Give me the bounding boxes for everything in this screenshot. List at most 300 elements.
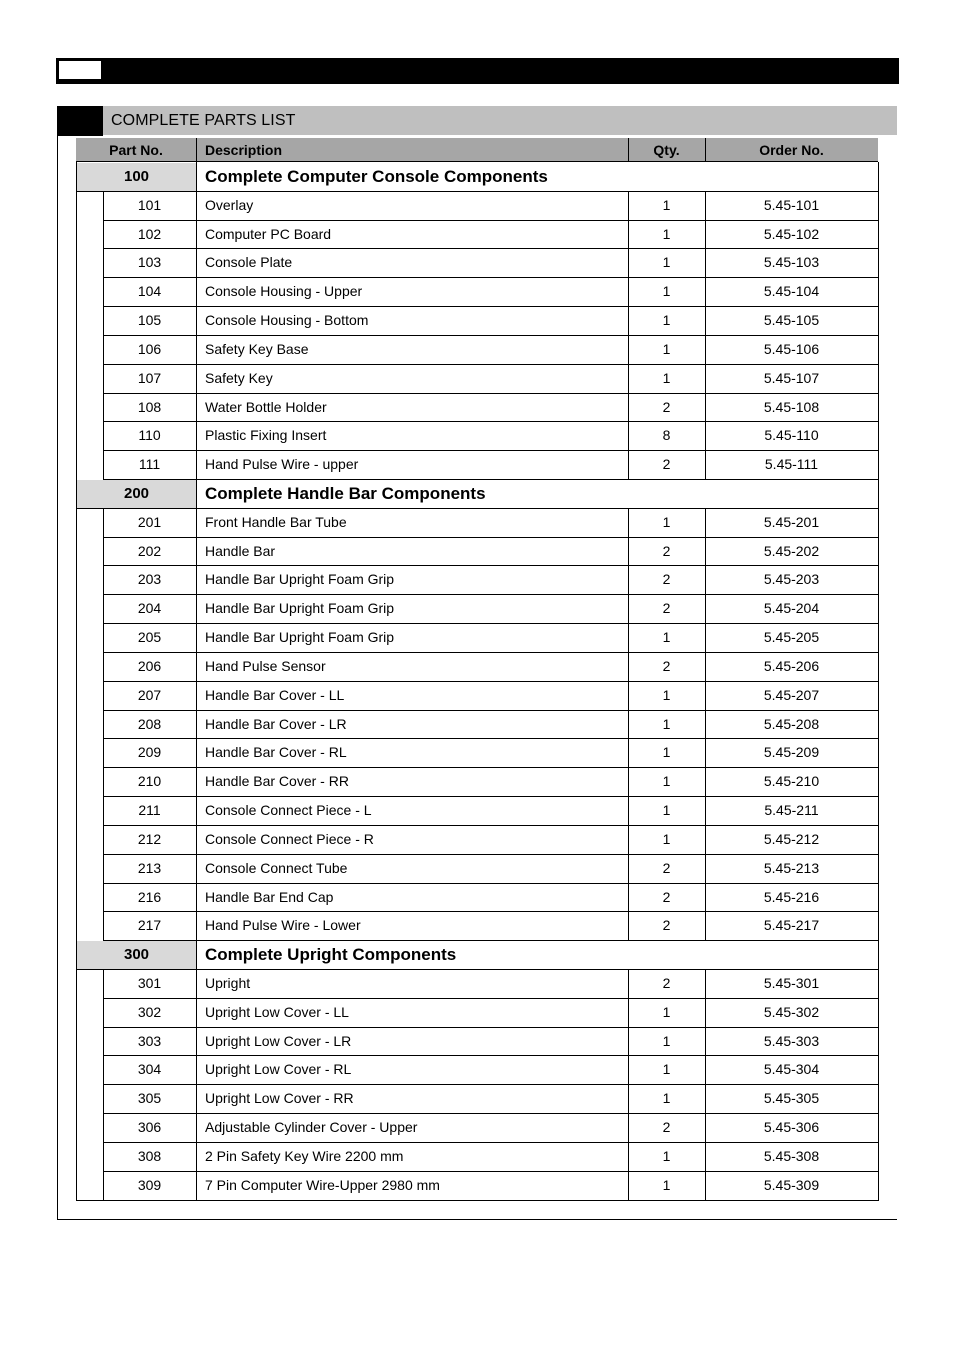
table-row [0,623,954,652]
table-row [0,364,954,393]
group-header-row [0,940,954,969]
part-description: Upright [205,974,251,991]
table-row [0,883,954,912]
header-divider [705,138,706,162]
table-rule [628,220,629,250]
table-rule [196,393,197,423]
table-rule [705,681,706,711]
table-row [0,220,954,249]
part-number: 105 [137,312,162,329]
part-number: 207 [137,686,162,703]
part-number: 110 [138,427,161,444]
table-rule [878,306,879,336]
table-row [0,652,954,681]
table-rule [196,364,197,394]
part-qty: 2 [662,974,671,991]
table-rule [705,623,706,653]
table-rule [628,277,629,307]
table-rule [76,825,77,855]
part-description: Safety Key Base [205,340,309,357]
order-number: 5.45-106 [763,340,820,357]
part-number: 304 [137,1061,162,1078]
table-row [0,191,954,220]
part-qty: 1 [662,629,671,646]
table-rule [628,191,629,221]
table-rule [103,767,104,797]
table-rule [878,393,879,423]
table-rule [103,998,104,1028]
order-number: 5.45-209 [763,744,820,761]
part-description: Hand Pulse Sensor [205,657,326,674]
order-number: 5.45-210 [763,773,820,790]
table-rule [878,767,879,797]
table-rule [878,364,879,394]
table-rule [878,565,879,595]
table-rule [878,969,879,999]
table-rule [103,883,104,913]
table-row [0,681,954,710]
table-rule [76,1142,77,1172]
group-number: 300 [77,941,196,969]
part-number: 206 [137,657,162,674]
table-rule [878,883,879,913]
table-row [0,796,954,825]
table-rule [705,1113,706,1143]
part-description: Upright Low Cover - LL [205,1003,349,1020]
table-rule [878,796,879,826]
table-rule [76,854,77,884]
table-rule [878,623,879,653]
table-row [0,969,954,998]
part-description: Console Housing - Upper [205,283,363,300]
table-rule [705,969,706,999]
part-qty: 1 [662,1090,671,1107]
table-rule [196,940,197,970]
table-rule [628,594,629,624]
column-header-qty: Qty. [628,138,705,162]
part-qty: 1 [662,340,671,357]
table-rule [628,825,629,855]
order-number: 5.45-302 [763,1003,820,1020]
table-rule [103,911,104,941]
part-qty: 2 [662,657,671,674]
table-rule [705,1027,706,1057]
table-rule [103,681,104,711]
order-number: 5.45-306 [763,1119,820,1136]
table-row [0,277,954,306]
order-number: 5.45-217 [763,917,820,934]
part-qty: 2 [662,571,671,588]
part-qty: 1 [662,312,671,329]
part-number: 201 [137,513,162,530]
table-rule [196,1142,197,1172]
group-number: 200 [77,480,196,508]
table-row [0,854,954,883]
part-qty: 2 [662,600,671,617]
part-description: Console Plate [205,254,293,271]
order-number: 5.45-206 [763,657,820,674]
table-rule [628,854,629,884]
table-rule [76,767,77,797]
table-rule [76,191,77,221]
table-rule [878,1113,879,1143]
table-rule [76,537,77,567]
table-rule [628,652,629,682]
table-rule [878,248,879,278]
table-rule [878,450,879,480]
table-rule [878,940,879,970]
table-rule [76,306,77,336]
header-bar [56,58,899,84]
table-rule [76,940,77,970]
table-rule [103,306,104,336]
table-rule [878,191,879,221]
table-row [0,537,954,566]
table-rule [103,565,104,595]
table-rule [103,248,104,278]
part-qty: 1 [662,283,671,300]
part-number: 204 [137,600,162,617]
part-number: 205 [137,629,162,646]
order-number: 5.45-303 [763,1032,820,1049]
part-description: Handle Bar [205,542,276,559]
part-number: 209 [137,744,162,761]
group-header-row [0,162,954,191]
table-rule [878,1084,879,1114]
part-description: Water Bottle Holder [205,398,327,415]
table-rule [705,277,706,307]
table-row [0,1084,954,1113]
table-rule [103,508,104,538]
order-number: 5.45-108 [763,398,820,415]
table-rule [628,1055,629,1085]
table-rule [76,1113,77,1143]
part-qty: 2 [662,1119,671,1136]
table-rule [878,508,879,538]
group-number: 100 [77,163,196,191]
table-rule [628,306,629,336]
part-description: Front Handle Bar Tube [205,513,347,530]
group-title: Complete Handle Bar Components [205,484,486,504]
table-rule [103,277,104,307]
table-rule [628,1142,629,1172]
table-rule [196,191,197,221]
order-number: 5.45-216 [763,888,820,905]
table-rule [705,854,706,884]
table-rule [705,652,706,682]
part-description: Upright Low Cover - RL [205,1061,352,1078]
table-rule [705,825,706,855]
table-rule [103,796,104,826]
order-number: 5.45-107 [763,369,820,386]
part-description: Handle Bar End Cap [205,888,334,905]
group-title: Complete Computer Console Components [205,167,548,186]
table-rule [628,998,629,1028]
order-number: 5.45-105 [763,312,820,329]
table-rule [628,738,629,768]
part-qty: 1 [662,830,671,847]
table-rule [628,1171,629,1201]
table-rule [76,652,77,682]
order-number: 5.45-309 [763,1176,820,1193]
order-number: 5.45-208 [763,715,820,732]
part-qty: 1 [662,1032,671,1049]
table-rule [878,911,879,941]
part-qty: 1 [662,686,671,703]
order-number: 5.45-301 [763,974,820,991]
table-rule [103,738,104,768]
order-number: 5.45-202 [763,542,820,559]
column-header-part-no: Part No. [76,138,196,162]
part-description: Safety Key [205,369,273,386]
table-rule [103,969,104,999]
part-description: Handle Bar Cover - RL [205,744,347,761]
table-rule [878,825,879,855]
order-number: 5.45-110 [764,427,819,444]
table-rule [705,1084,706,1114]
table-rule [628,710,629,740]
table-row [0,825,954,854]
part-description: 7 Pin Computer Wire-Upper 2980 mm [205,1176,440,1193]
part-number: 306 [137,1119,162,1136]
table-rule [76,248,77,278]
table-rule [196,335,197,365]
part-qty: 1 [662,225,671,242]
part-description: Computer PC Board [205,225,332,242]
table-row [0,508,954,537]
part-qty: 1 [662,196,671,213]
table-rule [76,220,77,250]
part-number: 202 [137,542,162,559]
table-rule [705,421,706,451]
table-rule [878,220,879,250]
table-rule [196,796,197,826]
group-title: Complete Upright Components [205,945,457,965]
table-rule [103,335,104,365]
part-number: 101 [137,196,162,213]
table-rule [103,1171,104,1201]
table-rule [76,479,77,509]
table-rule [76,421,77,451]
table-rule [103,594,104,624]
table-rule [103,1027,104,1057]
table-rule [103,710,104,740]
part-description: Handle Bar Upright Foam Grip [205,571,395,588]
table-rule [878,854,879,884]
order-number: 5.45-203 [763,571,820,588]
order-number: 5.45-207 [763,686,820,703]
table-row [0,421,954,450]
table-rule [705,508,706,538]
order-number: 5.45-205 [763,629,820,646]
part-qty: 2 [662,859,671,876]
table-rule [628,969,629,999]
table-rule [76,162,77,192]
part-qty: 8 [662,427,671,444]
part-description: Handle Bar Cover - LL [205,686,345,703]
part-description: Upright Low Cover - RR [205,1090,354,1107]
part-qty: 1 [662,715,671,732]
part-qty: 1 [662,513,671,530]
table-rule [76,911,77,941]
part-description: Hand Pulse Wire - upper [205,456,359,473]
table-row [0,393,954,422]
table-rule [878,998,879,1028]
order-number: 5.45-305 [763,1090,820,1107]
table-rule [878,277,879,307]
table-rule [103,450,104,480]
table-rule [103,1084,104,1114]
table-rule [103,1142,104,1172]
part-description: Handle Bar Cover - LR [205,715,347,732]
table-rule [878,1171,879,1201]
table-rule [76,508,77,538]
part-number: 102 [137,225,162,242]
table-rule [76,738,77,768]
part-number: 302 [137,1003,162,1020]
part-description: Handle Bar Upright Foam Grip [205,629,395,646]
table-rule [628,796,629,826]
section-title: COMPLETE PARTS LIST [111,112,296,129]
table-rule [628,248,629,278]
table-rule [628,767,629,797]
table-rule [196,969,197,999]
part-qty: 1 [662,1176,671,1193]
table-rule [76,364,77,394]
table-rule [76,998,77,1028]
group-header-row [0,479,954,508]
part-qty: 2 [662,398,671,415]
table-rule [878,1142,879,1172]
order-number: 5.45-102 [763,225,820,242]
table-rule [878,335,879,365]
table-rule [103,537,104,567]
part-number: 309 [137,1176,162,1193]
table-rule [76,565,77,595]
table-row [0,998,954,1027]
table-rule [705,710,706,740]
part-number: 103 [137,254,162,271]
table-rule [705,594,706,624]
table-rule [76,681,77,711]
table-rule [196,1084,197,1114]
part-number: 111 [138,456,161,473]
part-number: 305 [137,1090,162,1107]
column-header-description: Description [196,138,628,162]
table-rule [705,335,706,365]
part-description: 2 Pin Safety Key Wire 2200 mm [205,1147,404,1164]
table-rule [76,796,77,826]
table-row [0,1171,954,1200]
table-rule [705,565,706,595]
table-rule [196,594,197,624]
table-rule [196,1113,197,1143]
part-number: 108 [137,398,162,415]
order-number: 5.45-201 [763,513,820,530]
part-number: 213 [137,859,162,876]
table-rule [705,998,706,1028]
table-rule [196,998,197,1028]
order-number: 5.45-111 [764,456,819,473]
table-rule [196,854,197,884]
table-row [0,1027,954,1056]
table-rule [705,364,706,394]
table-rule [196,479,197,509]
part-description: Console Housing - Bottom [205,312,369,329]
order-number: 5.45-213 [763,859,820,876]
table-rule [196,421,197,451]
table-rule [196,825,197,855]
table-rule [705,883,706,913]
table-rule [103,854,104,884]
order-number: 5.45-204 [763,600,820,617]
table-rule [628,883,629,913]
part-description: Upright Low Cover - LR [205,1032,352,1049]
table-rule [878,421,879,451]
table-row [0,335,954,364]
part-number: 308 [137,1147,162,1164]
table-row [0,710,954,739]
table-rule [76,393,77,423]
table-rule [705,248,706,278]
table-rule [103,825,104,855]
table-rule [878,710,879,740]
table-row [0,306,954,335]
part-description: Handle Bar Upright Foam Grip [205,600,395,617]
table-rule [878,681,879,711]
order-number: 5.45-211 [764,802,819,819]
table-rule [103,421,104,451]
part-qty: 1 [662,1147,671,1164]
table-rule [196,710,197,740]
table-rule [76,335,77,365]
table-rule [76,883,77,913]
part-qty: 2 [662,542,671,559]
part-number: 217 [137,917,162,934]
table-rule [628,565,629,595]
part-qty: 1 [662,744,671,761]
page-number-box [59,61,101,79]
table-row [0,738,954,767]
table-rule [196,565,197,595]
table-rule [628,911,629,941]
table-rule [628,623,629,653]
part-description: Console Connect Piece - R [205,830,374,847]
part-number: 216 [137,888,162,905]
table-rule [878,1055,879,1085]
table-rule [103,1113,104,1143]
part-qty: 1 [662,773,671,790]
part-number: 107 [137,369,162,386]
part-qty: 2 [662,456,671,473]
part-number: 301 [137,974,162,991]
table-rule [103,393,104,423]
table-rule [76,623,77,653]
table-rule [705,220,706,250]
table-rule [196,767,197,797]
table-rule [196,220,197,250]
table-rule [103,220,104,250]
table-rule [628,450,629,480]
table-rule [705,738,706,768]
table-rule [878,652,879,682]
table-row [0,450,954,479]
table-row [0,1142,954,1171]
table-rule [76,1055,77,1085]
table-rule [705,450,706,480]
table-rule [76,450,77,480]
part-description: Handle Bar Cover - RR [205,773,349,790]
